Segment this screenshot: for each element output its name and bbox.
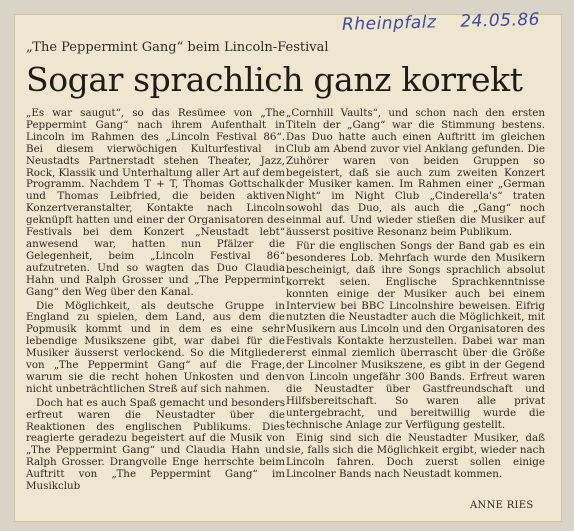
article-kicker: „The Peppermint Gang“ beim Lincoln-Festival: [26, 40, 329, 55]
paragraph: „Cornhill Vaults“, und schon nach den ersten Titeln der „Gang“ war die Stimmung bestens. Das Duo hatte auch einen Auftritt im gleichen Club am Abend zuvor viel Anklang gefunden. Die Zuhörer waren von beiden Gruppen so begeistert, daß sie auch zum zweiten Konzert der Musiker kamen. Im Rahmen einer „German Night“ im Night Club „Cinderella's“ traten sowohl das Duo, als auch die „Gang“ noch einmal auf. Und wieder stießen die Musiker auf äusserst positive Resonanz beim Publikum.: [286, 107, 545, 239]
paragraph: Doch hat es auch Spaß gemacht und besonders erfreut waren die Neustadter über die Reaktionen des englischen Publikums. Dies reagierte geradezu begeistert auf die Musik von „The Peppermint Gang“ und Claudia Hahn und Ralph Grosser. Drangvolle Enge herrschte beim Auftritt von „The Peppermint Gang“ im Musikclub: [26, 396, 285, 493]
annotation-source: Rheinpfalz: [341, 12, 437, 35]
article-headline: Sogar sprachlich ganz korrekt: [26, 60, 523, 99]
paragraph: Einig sind sich die Neustadter Musiker, daß sie, falls sich die Möglichkeit ergibt, wieder nach Lincoln fahren. Doch zuerst sollen einige Lincolner Bands nach Neustadt kommen.: [286, 432, 545, 481]
annotation-date: 24.05.86: [460, 9, 541, 32]
paragraph: Die Möglichkeit, als deutsche Gruppe in England zu spielen, dem Land, aus dem die Popmusik kommt und in dem es eine sehr lebendige Musikszene gibt, war dabei für die Musiker äusserst verlockend. So die Mitglieder von „The Peppermint Gang“ auf die Frage, warum sie die recht hohen Unkosten und den nicht unbeträchtlichen Streß auf sich nahmen.: [26, 299, 285, 395]
paragraph: Für die englischen Songs der Band gab es ein besonderes Lob. Mehrfach wurde den Musikern bescheinigt, daß ihre Songs sprachlich absolut korrekt seien. Englische Sprachkenntnisse konnten einige der Musiker auch bei einem Interview bei BBC Lincolnshire beweisen. Eifrig nutzten die Neustadter auch die Möglichkeit, mit Musikern aus Lincoln und den Organisatoren des Festivals Kontakte herzustellen. Dabei war man erst einmal ziemlich überrascht über die Größe der Lincolner Musikszene, es gibt in der Gegend von Lincoln ungefähr 300 Bands. Erfreut waren die Neustadter über Gastfreundschaft und Hilfsbereitschaft. So waren alle privat untergebracht, und bereitwillig wurde die technische Anlage zur Verfügung gestellt.: [286, 239, 545, 431]
left-column: [26, 108, 285, 495]
author-byline: ANNE RIES: [470, 500, 534, 511]
paragraph: „Es war saugut“, so das Resümee von „The Peppermint Gang“ nach ihrem Aufenthalt in Lincoln im Rahmen des „Lincoln Festival 86“. Bei diesem vierwöchigen Kulturfestival in Neustadts Partnerstadt stehen Theater, Jazz, Rock, Klassik und Unterhaltung aller Art auf dem Programm. Nachdem T + T, Thomas Gottschalk und Thomas Leibfried, die beiden aktiven Konzertveranstalter, Kontakte nach Lincoln geknüpft hatten und einer der Organisatoren des Festivals bei dem Konzert „Neustadt lebt“ anwesend war, hatten nun Pfälzer die Gelegenheit, beim „Lincoln Festival 86“ aufzutreten. Und so wagten das Duo Claudia Hahn und Ralph Grosser und „The Peppermint Gang“ den Weg über den Kanal.: [26, 107, 286, 298]
right-column: [286, 108, 545, 483]
